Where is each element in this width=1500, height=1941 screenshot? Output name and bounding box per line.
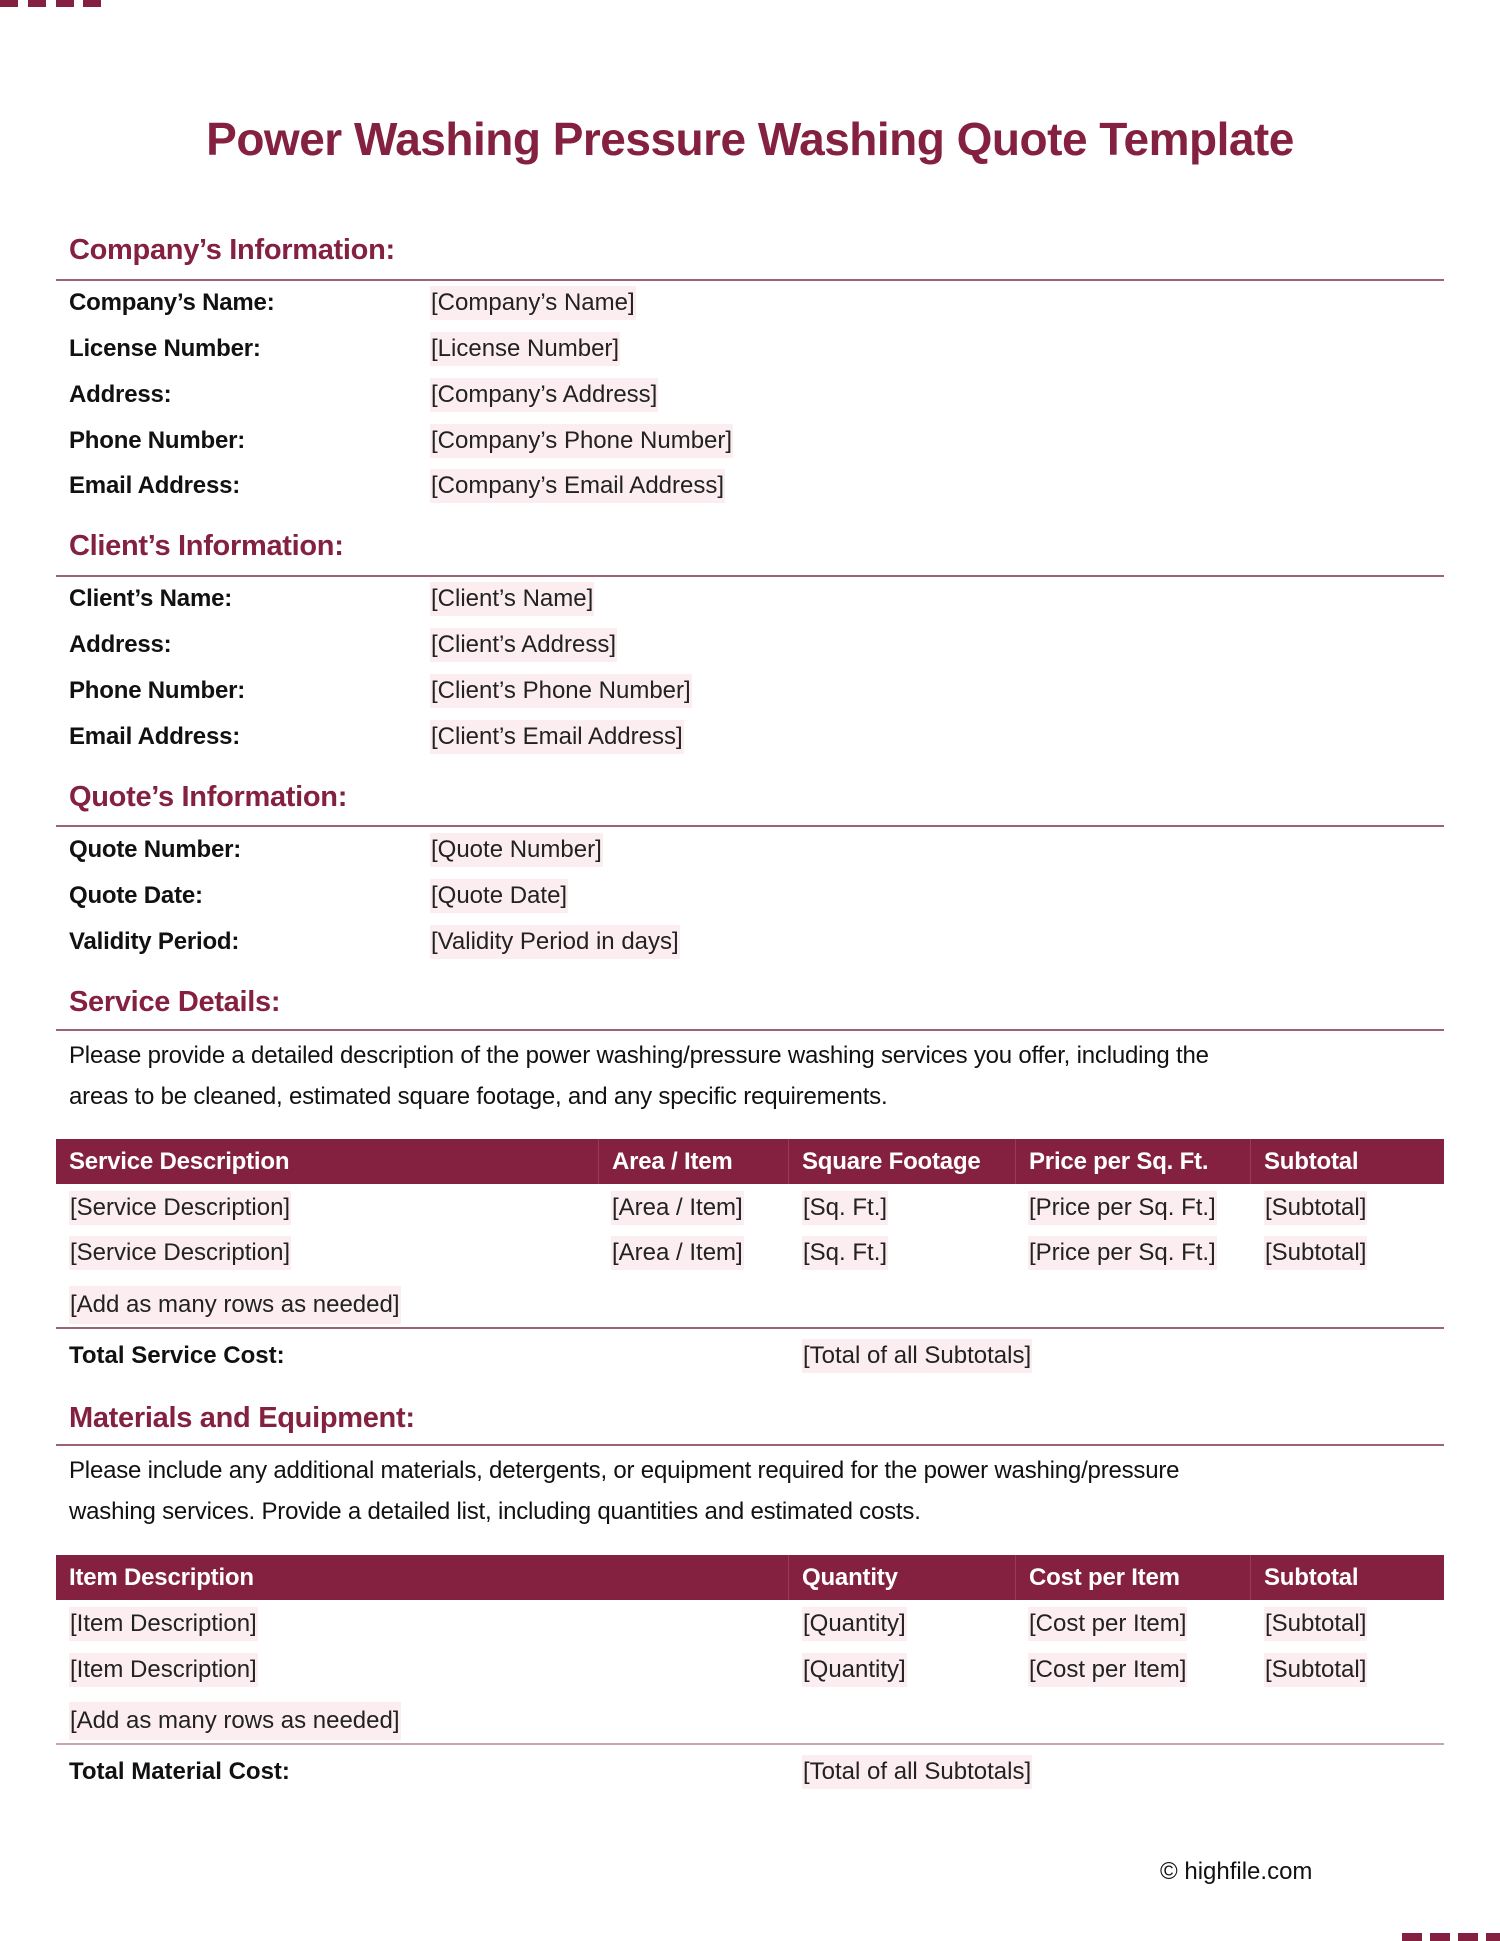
section-description bbox=[69, 1035, 1439, 1117]
field-value[interactable]: [Client’s Name] bbox=[430, 582, 594, 616]
section-heading: Quote’s Information: bbox=[69, 781, 348, 813]
column-header-price-per-sqft: Price per Sq. Ft. bbox=[1015, 1139, 1250, 1184]
column-header-cost-per-item: Cost per Item bbox=[1015, 1555, 1250, 1600]
section-divider bbox=[56, 1029, 1444, 1031]
column-header-subtotal: Subtotal bbox=[1250, 1555, 1444, 1600]
add-rows-note[interactable]: [Add as many rows as needed] bbox=[69, 1286, 401, 1324]
cell-subtotal[interactable]: [Subtotal] bbox=[1264, 1607, 1367, 1641]
materials-table-header bbox=[56, 1555, 1444, 1600]
column-header-subtotal: Subtotal bbox=[1250, 1139, 1444, 1184]
service-table-header bbox=[56, 1139, 1444, 1184]
field-value[interactable]: [Client’s Phone Number] bbox=[430, 674, 692, 708]
column-header-area-item: Area / Item bbox=[598, 1139, 788, 1184]
decor-square bbox=[1458, 1933, 1478, 1941]
cell-cost-per-item[interactable]: [Cost per Item] bbox=[1028, 1653, 1187, 1687]
field-label: Phone Number: bbox=[69, 677, 246, 704]
cell-quantity[interactable]: [Quantity] bbox=[802, 1653, 907, 1687]
cell-item-description[interactable]: [Item Description] bbox=[69, 1607, 258, 1641]
table-total-divider bbox=[56, 1743, 1444, 1745]
field-company-phone bbox=[69, 424, 1429, 458]
field-client-name bbox=[69, 582, 1429, 616]
decor-square bbox=[1430, 1933, 1450, 1941]
field-client-phone bbox=[69, 674, 1429, 708]
section-divider bbox=[56, 279, 1444, 281]
field-label: Email Address: bbox=[69, 472, 241, 499]
decor-square bbox=[1402, 1933, 1422, 1941]
decor-square bbox=[28, 0, 46, 7]
field-quote-date bbox=[69, 879, 1429, 913]
description-line: Please provide a detailed description of the power washing/pressure washing services you offer, including the bbox=[69, 1042, 1209, 1069]
description-line: Please include any additional materials, detergents, or equipment required for the power washing/pressure bbox=[69, 1457, 1180, 1484]
decor-square bbox=[83, 0, 101, 7]
field-value[interactable]: [Quote Date] bbox=[430, 879, 568, 913]
table-total-divider bbox=[56, 1327, 1444, 1329]
column-header-square-footage: Square Footage bbox=[788, 1139, 1015, 1184]
cell-subtotal[interactable]: [Subtotal] bbox=[1264, 1653, 1367, 1687]
cell-square-footage[interactable]: [Sq. Ft.] bbox=[802, 1236, 888, 1270]
field-label: Phone Number: bbox=[69, 427, 246, 454]
total-service-cost-value[interactable]: [Total of all Subtotals] bbox=[802, 1339, 1032, 1373]
field-value[interactable]: [License Number] bbox=[430, 332, 620, 366]
cell-service-description[interactable]: [Service Description] bbox=[69, 1236, 291, 1270]
field-value[interactable]: [Company’s Address] bbox=[430, 378, 658, 412]
description-line: washing services. Provide a detailed list, including quantities and estimated costs. bbox=[69, 1498, 921, 1525]
copyright-footer: © highfile.com bbox=[1160, 1858, 1313, 1885]
decor-square bbox=[0, 0, 18, 7]
field-client-email bbox=[69, 720, 1429, 754]
section-heading: Service Details: bbox=[69, 986, 281, 1018]
section-heading: Materials and Equipment: bbox=[69, 1402, 415, 1434]
page-title: Power Washing Pressure Washing Quote Template bbox=[206, 113, 1294, 165]
cell-service-description[interactable]: [Service Description] bbox=[69, 1191, 291, 1225]
field-company-address bbox=[69, 378, 1429, 412]
section-divider bbox=[56, 575, 1444, 577]
section-divider bbox=[56, 825, 1444, 827]
column-header-service-description: Service Description bbox=[69, 1148, 290, 1175]
description-line: areas to be cleaned, estimated square footage, and any specific requirements. bbox=[69, 1083, 888, 1110]
cell-cost-per-item[interactable]: [Cost per Item] bbox=[1028, 1607, 1187, 1641]
field-company-email bbox=[69, 469, 1429, 503]
column-header-quantity: Quantity bbox=[788, 1555, 1015, 1600]
section-heading: Company’s Information: bbox=[69, 234, 395, 266]
cell-subtotal[interactable]: [Subtotal] bbox=[1264, 1236, 1367, 1270]
field-label: Quote Date: bbox=[69, 882, 203, 909]
cell-subtotal[interactable]: [Subtotal] bbox=[1264, 1191, 1367, 1225]
column-header-item-description: Item Description bbox=[69, 1564, 254, 1591]
field-label: Address: bbox=[69, 631, 172, 658]
total-service-cost-label: Total Service Cost: bbox=[69, 1342, 285, 1369]
field-value[interactable]: [Validity Period in days] bbox=[430, 925, 680, 959]
field-company-name bbox=[69, 286, 1429, 320]
field-value[interactable]: [Company’s Email Address] bbox=[430, 469, 725, 503]
field-label: Quote Number: bbox=[69, 836, 242, 863]
total-material-cost-value[interactable]: [Total of all Subtotals] bbox=[802, 1755, 1032, 1789]
section-description bbox=[69, 1450, 1439, 1532]
section-divider bbox=[56, 1444, 1444, 1446]
cell-area-item[interactable]: [Area / Item] bbox=[611, 1191, 744, 1225]
field-value[interactable]: [Client’s Address] bbox=[430, 628, 617, 662]
add-rows-note[interactable]: [Add as many rows as needed] bbox=[69, 1702, 401, 1740]
field-value[interactable]: [Company’s Name] bbox=[430, 286, 636, 320]
decor-square bbox=[56, 0, 74, 7]
cell-quantity[interactable]: [Quantity] bbox=[802, 1607, 907, 1641]
field-value[interactable]: [Company’s Phone Number] bbox=[430, 424, 733, 458]
field-label: Validity Period: bbox=[69, 928, 240, 955]
cell-item-description[interactable]: [Item Description] bbox=[69, 1653, 258, 1687]
field-label: Client’s Name: bbox=[69, 585, 233, 612]
field-label: License Number: bbox=[69, 335, 261, 362]
cell-square-footage[interactable]: [Sq. Ft.] bbox=[802, 1191, 888, 1225]
cell-price-per-sqft[interactable]: [Price per Sq. Ft.] bbox=[1028, 1236, 1217, 1270]
field-quote-number bbox=[69, 833, 1429, 867]
field-value[interactable]: [Client’s Email Address] bbox=[430, 720, 684, 754]
field-client-address bbox=[69, 628, 1429, 662]
field-label: Company’s Name: bbox=[69, 289, 275, 316]
field-label: Email Address: bbox=[69, 723, 241, 750]
field-label: Address: bbox=[69, 381, 172, 408]
section-heading: Client’s Information: bbox=[69, 530, 344, 562]
cell-area-item[interactable]: [Area / Item] bbox=[611, 1236, 744, 1270]
field-validity-period bbox=[69, 925, 1429, 959]
total-material-cost-label: Total Material Cost: bbox=[69, 1758, 290, 1785]
cell-price-per-sqft[interactable]: [Price per Sq. Ft.] bbox=[1028, 1191, 1217, 1225]
field-value[interactable]: [Quote Number] bbox=[430, 833, 603, 867]
field-license-number bbox=[69, 332, 1429, 366]
decor-square bbox=[1486, 1933, 1500, 1941]
